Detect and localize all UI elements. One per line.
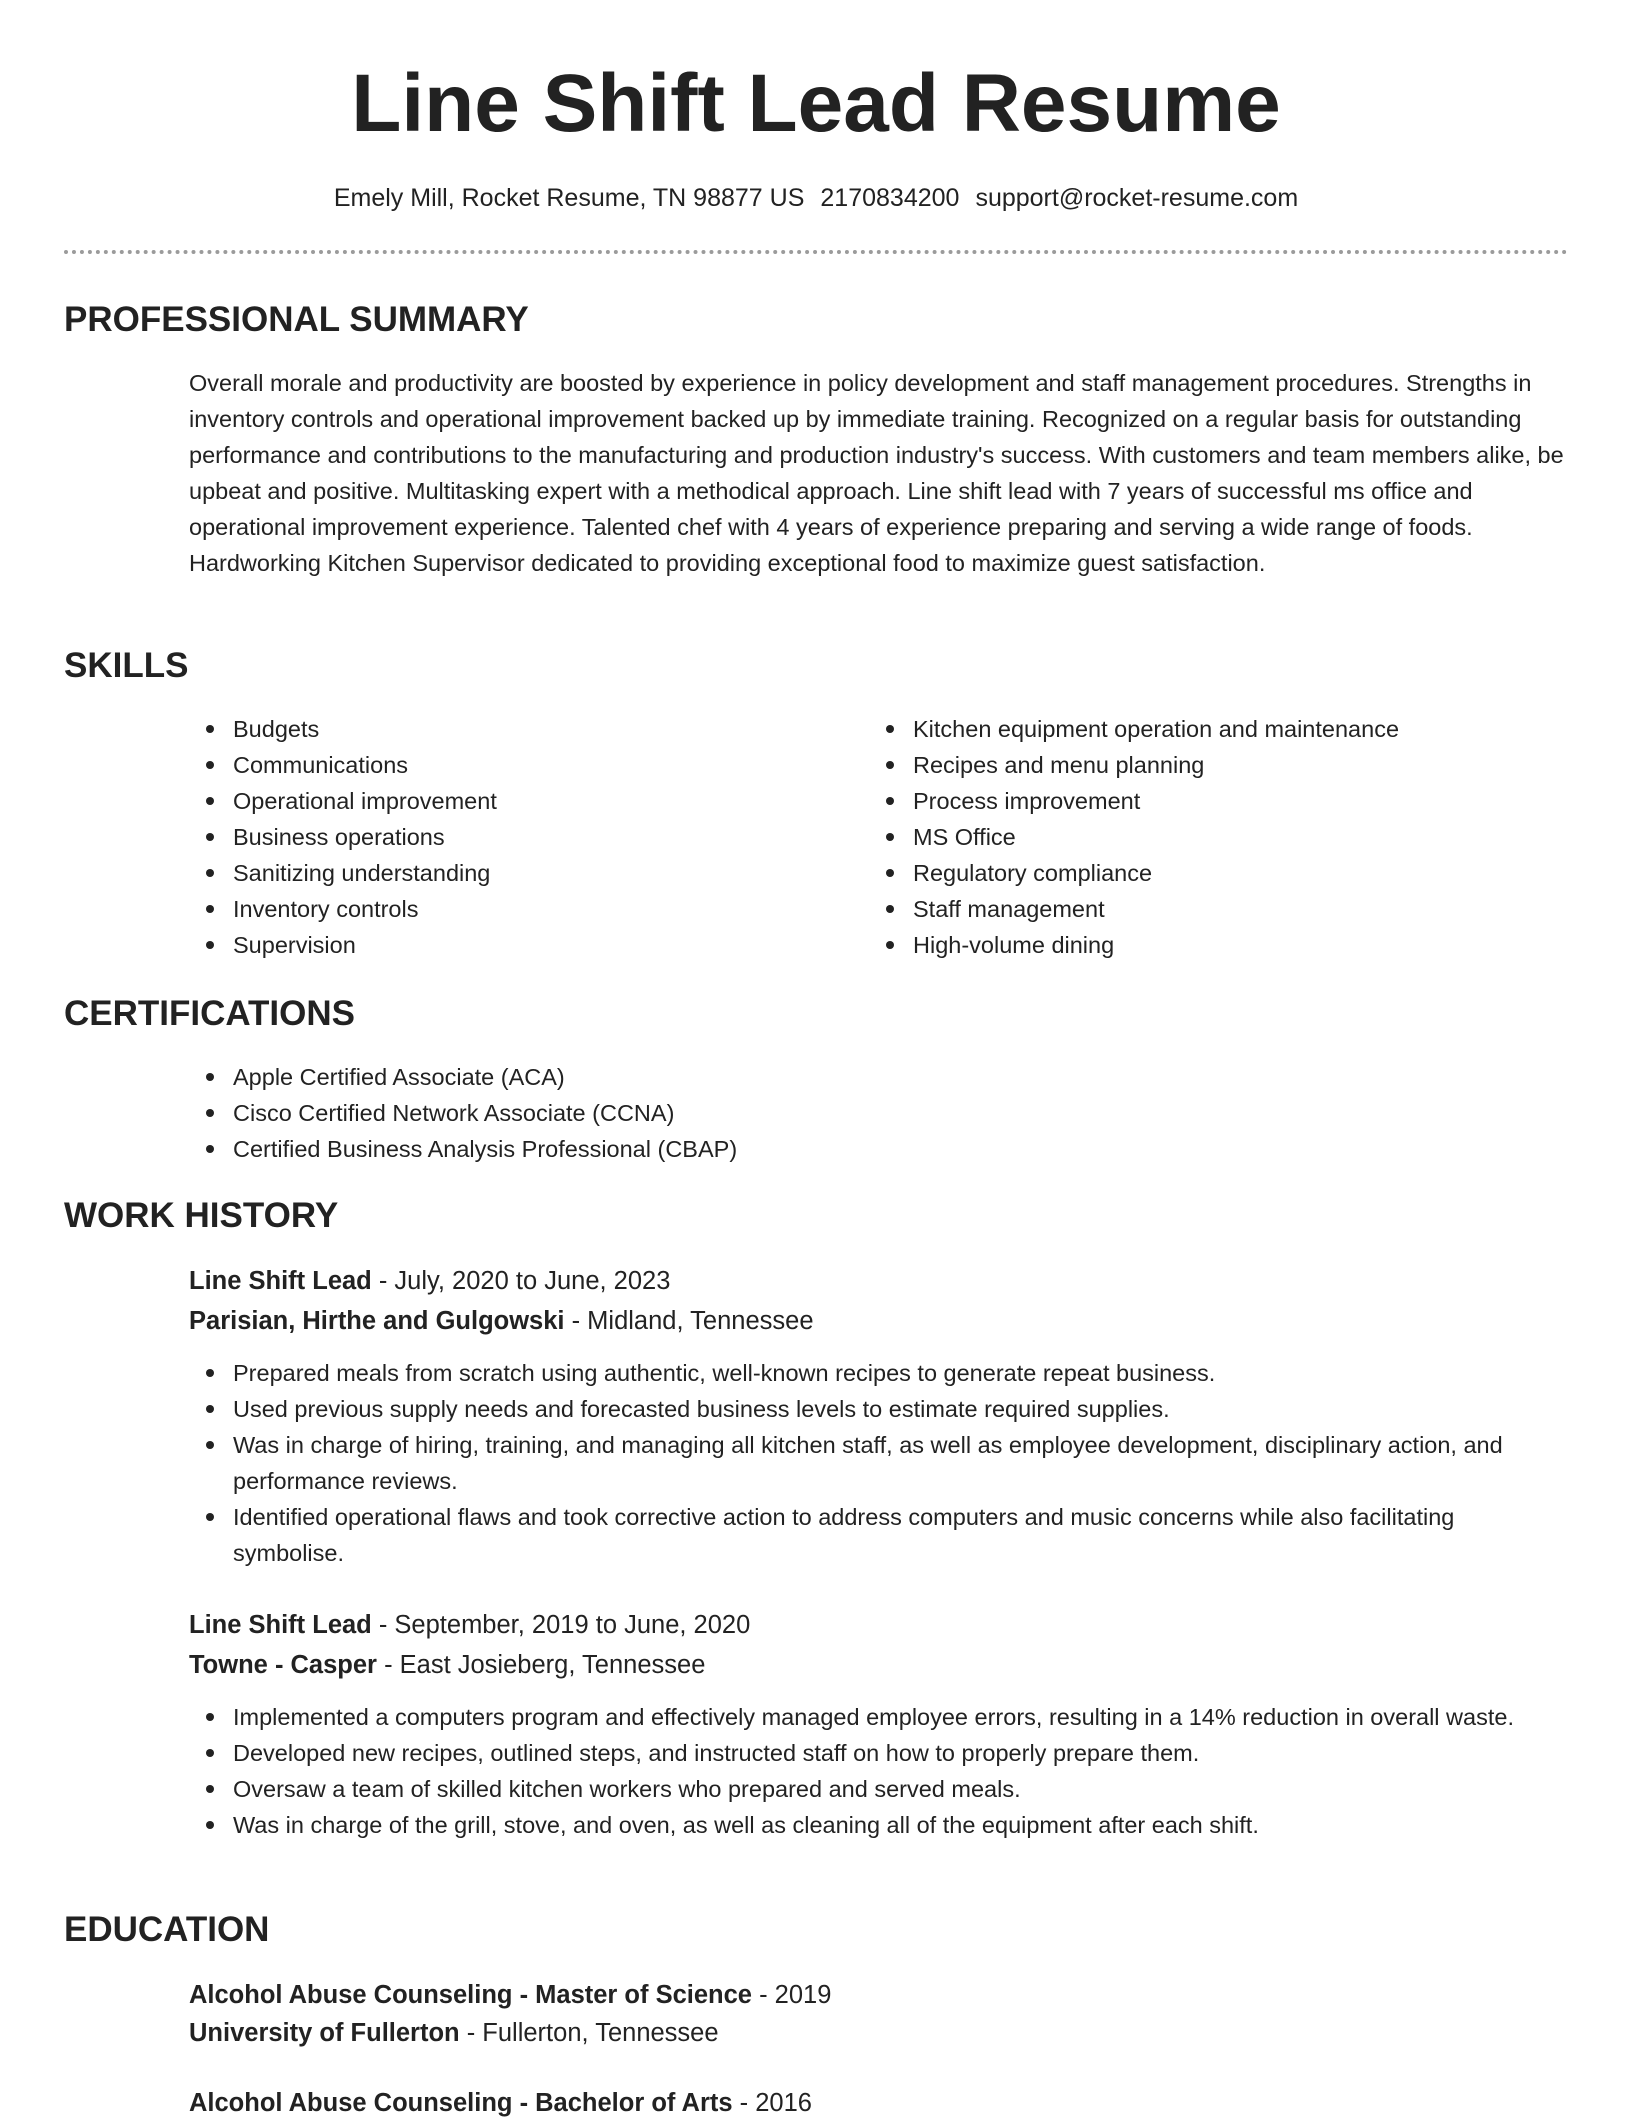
job-company: Parisian, Hirthe and Gulgowski — [189, 1307, 565, 1335]
education-school: University of Fullerton — [189, 2019, 460, 2047]
education-degree: Alcohol Abuse Counseling - Master of Science — [189, 1981, 752, 2009]
contact-email: support@rocket-resume.com — [975, 184, 1299, 212]
job-title: Line Shift Lead — [189, 1267, 372, 1295]
list-item: Apple Certified Associate (ACA) — [189, 1059, 1569, 1095]
job-dates: - September, 2019 to June, 2020 — [371, 1611, 751, 1639]
list-item: Operational improvement — [189, 783, 829, 819]
section-title-certifications: CERTIFICATIONS — [64, 994, 356, 1033]
list-item: Staff management — [869, 891, 1569, 927]
list-item: Cisco Certified Network Associate (CCNA) — [189, 1095, 1569, 1131]
list-item: Identified operational flaws and took corrective action to address computers and music concerns while also facilitating symbolise. — [189, 1499, 1569, 1571]
list-item: High-volume dining — [869, 927, 1569, 963]
list-item: Was in charge of hiring, training, and managing all kitchen staff, as well as employee development, disciplinary action, and performance reviews. — [189, 1427, 1569, 1499]
job-dates: - July, 2020 to June, 2023 — [371, 1267, 671, 1295]
list-item: Prepared meals from scratch using authentic, well-known recipes to generate repeat business. — [189, 1355, 1569, 1391]
list-item: Oversaw a team of skilled kitchen workers who prepared and served meals. — [189, 1771, 1569, 1807]
job-1-bullets — [189, 1355, 1569, 1571]
contact-phone: 2170834200 — [820, 184, 960, 212]
summary-text: Overall morale and productivity are boosted by experience in policy development and staff management procedures. Strengths in inventory controls and operational improvement backed up by immediate training. Recognized on a regular basis for outstanding performance and contributions to the manufacturing and production industry's success. With customers and team members alike, be upbeat and positive. Multitasking expert with a methodical approach. Line shift lead with 7 years of successful ms office and operational improvement experience. Talented chef with 4 years of experience preparing and serving a wide range of foods. Hardworking Kitchen Supervisor dedicated to providing exceptional food to maximize guest satisfaction. — [189, 370, 1564, 576]
job-2-bullets — [189, 1699, 1569, 1843]
education-1-school-line — [189, 2013, 719, 2053]
skills-list-right — [869, 711, 1569, 963]
education-degree: Alcohol Abuse Counseling - Bachelor of Arts — [189, 2089, 733, 2117]
list-item: Developed new recipes, outlined steps, and instructed staff on how to properly prepare them. — [189, 1735, 1569, 1771]
contact-line — [0, 180, 1632, 216]
education-location: - Fullerton, Tennessee — [459, 2019, 719, 2047]
list-item: Recipes and menu planning — [869, 747, 1569, 783]
job-2-title-line — [189, 1605, 750, 1645]
education-1-degree-line — [189, 1975, 831, 2015]
list-item: Communications — [189, 747, 829, 783]
education-2-degree-line — [189, 2083, 812, 2123]
skills-list-left — [189, 711, 829, 963]
list-item: Implemented a computers program and effectively managed employee errors, resulting in a 14% reduction in overall waste. — [189, 1699, 1569, 1735]
section-title-education: EDUCATION — [64, 1910, 270, 1949]
job-2-company-line — [189, 1645, 705, 1685]
list-item: Regulatory compliance — [869, 855, 1569, 891]
contact-address: Emely Mill, Rocket Resume, TN 98877 US — [333, 184, 805, 212]
job-1-company-line — [189, 1301, 814, 1341]
job-1-title-line — [189, 1261, 670, 1301]
list-item: Supervision — [189, 927, 829, 963]
job-title: Line Shift Lead — [189, 1611, 372, 1639]
list-item: Budgets — [189, 711, 829, 747]
resume-title: Line Shift Lead Resume — [351, 58, 1281, 149]
certifications-list — [189, 1059, 1569, 1167]
list-item: Inventory controls — [189, 891, 829, 927]
job-company: Towne - Casper — [189, 1651, 377, 1679]
list-item: Was in charge of the grill, stove, and oven, as well as cleaning all of the equipment after each shift. — [189, 1807, 1569, 1843]
list-item: MS Office — [869, 819, 1569, 855]
list-item: Process improvement — [869, 783, 1569, 819]
education-year: - 2016 — [732, 2089, 812, 2117]
list-item: Kitchen equipment operation and maintenance — [869, 711, 1569, 747]
job-location: - East Josieberg, Tennessee — [376, 1651, 706, 1679]
education-year: - 2019 — [751, 1981, 832, 2009]
list-item: Business operations — [189, 819, 829, 855]
section-title-skills: SKILLS — [64, 646, 189, 685]
list-item: Sanitizing understanding — [189, 855, 829, 891]
list-item: Used previous supply needs and forecasted business levels to estimate required supplies. — [189, 1391, 1569, 1427]
header-divider — [64, 250, 1568, 254]
section-title-summary: PROFESSIONAL SUMMARY — [64, 300, 529, 339]
list-item: Certified Business Analysis Professional (CBAP) — [189, 1131, 1569, 1167]
section-title-work-history: WORK HISTORY — [64, 1196, 339, 1235]
job-location: - Midland, Tennessee — [564, 1307, 814, 1335]
